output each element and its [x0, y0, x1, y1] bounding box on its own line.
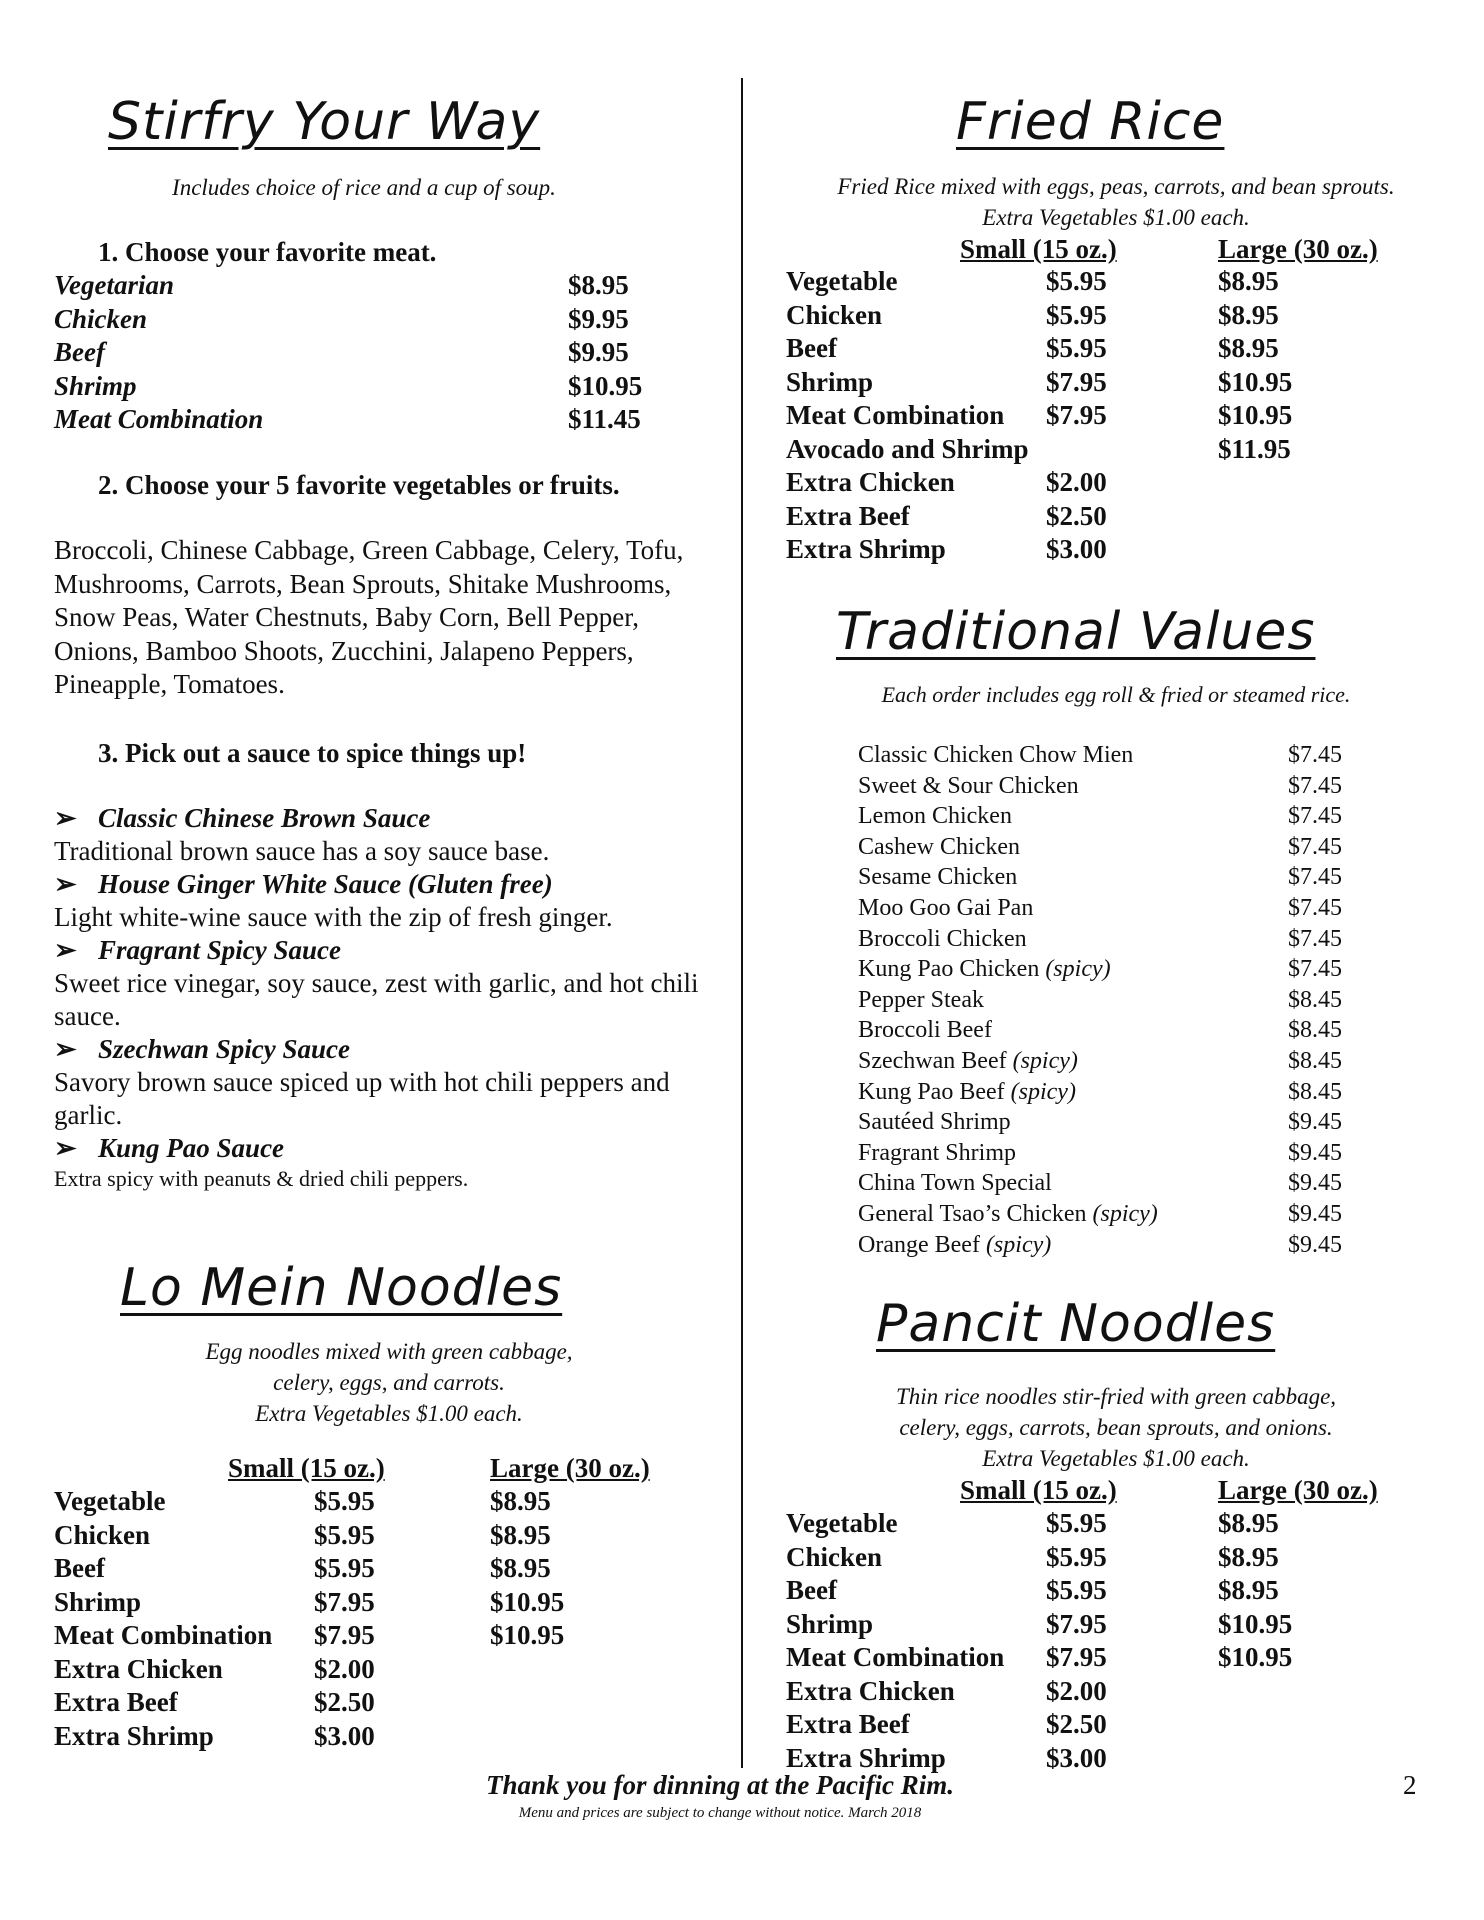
meat-price: $8.95	[568, 270, 629, 300]
pancit-small-price: $7.95	[1046, 1642, 1107, 1672]
pancit-row	[786, 1642, 1446, 1675]
friedrice-large-header: Large (30 oz.)	[1218, 234, 1378, 264]
lomein-item-name: Vegetable	[54, 1486, 166, 1516]
traditional-item-price: $8.45	[1288, 1078, 1342, 1105]
lomein-item-name: Beef	[54, 1553, 105, 1583]
traditional-item-name	[858, 864, 1017, 890]
traditional-item-label: Broccoli Chicken	[858, 925, 1027, 952]
traditional-item-name	[858, 1017, 992, 1043]
meat-price: $11.45	[568, 404, 641, 434]
traditional-item	[858, 1079, 1378, 1109]
arrow-bullet-icon: ➢	[54, 1133, 77, 1163]
stirfry-step-1: 1. Choose your favorite meat.	[98, 237, 437, 267]
footer-thanks: Thank you for dinning at the Pacific Rim.	[485, 1770, 955, 1800]
arrow-bullet-icon: ➢	[54, 869, 77, 899]
sauce-name-text: House Ginger White Sauce (Gluten free)	[98, 869, 553, 899]
friedrice-desc-2: Extra Vegetables $1.00 each.	[982, 205, 1250, 230]
friedrice-large-price: $10.95	[1218, 400, 1293, 430]
lomein-item-name: Extra Shrimp	[54, 1720, 214, 1751]
lomein-desc-1: Egg noodles mixed with green cabbage,	[205, 1339, 573, 1364]
vegetable-list: Broccoli, Chinese Cabbage, Green Cabbage, Celery, Tofu, Mushrooms, Carrots, Bean Sprouts, Shitake Mushrooms, Snow Peas, Water Chestnuts, Baby Corn, Bell Pepper, Onions, Bamboo Shoots, Zucchini, Jalapeno Peppers, Pineapple, Tomatoes.	[54, 535, 684, 699]
pancit-desc-1: Thin rice noodles stir-fried with green cabbage,	[895, 1384, 1337, 1409]
meat-name: Meat Combination	[54, 404, 264, 434]
lomein-item-name: Extra Chicken	[54, 1653, 223, 1684]
pancit-small-price: $2.50	[1046, 1709, 1107, 1739]
sauce-name	[54, 934, 714, 967]
pancit-small-price: $2.00	[1046, 1675, 1107, 1706]
traditional-item	[858, 864, 1378, 894]
traditional-item-name	[858, 1109, 1011, 1135]
meat-price: $9.95	[568, 337, 629, 367]
sauce-name-text: Kung Pao Sauce	[98, 1133, 285, 1163]
pancit-item-name: Extra Beef	[786, 1709, 910, 1739]
sauce-name	[54, 1132, 714, 1165]
traditional-item-price: $7.45	[1288, 742, 1342, 768]
friedrice-item-name: Avocado and Shrimp	[786, 433, 1029, 464]
traditional-item-price: $7.45	[1288, 895, 1342, 921]
traditional-spicy-note: (spicy)	[985, 1231, 1052, 1258]
friedrice-small-price: $7.95	[1046, 400, 1107, 430]
traditional-item-name	[858, 834, 1020, 860]
traditional-item	[858, 803, 1378, 833]
pancit-row	[786, 1709, 1446, 1742]
friedrice-desc-1: Fried Rice mixed with eggs, peas, carrots, and bean sprouts.	[837, 174, 1395, 199]
pancit-item-name: Shrimp	[786, 1608, 874, 1639]
traditional-item-label: Kung Pao Chicken	[858, 956, 1040, 983]
pancit-large-header: Large (30 oz.)	[1218, 1475, 1378, 1505]
pancit-large-price: $8.95	[1218, 1508, 1279, 1538]
friedrice-large-price: $8.95	[1218, 333, 1279, 363]
lomein-item-name: Extra Beef	[54, 1687, 178, 1717]
traditional-item	[858, 1232, 1378, 1262]
friedrice-item-name: Shrimp	[786, 366, 874, 397]
sauce-name	[54, 1033, 714, 1066]
pancit-item-name: Vegetable	[786, 1508, 898, 1538]
traditional-spicy-note: (spicy)	[1010, 1078, 1076, 1105]
lomein-row	[54, 1553, 714, 1586]
pancit-small-price: $7.95	[1046, 1608, 1107, 1639]
traditional-item	[858, 987, 1378, 1017]
pancit-row	[786, 1575, 1446, 1608]
traditional-item-name	[858, 1048, 1078, 1074]
sauce-description: Traditional brown sauce has a soy sauce base.	[54, 836, 550, 866]
pancit-large-price: $10.95	[1218, 1642, 1293, 1672]
traditional-item-price: $9.45	[1288, 1231, 1342, 1258]
traditional-item-label: General Tsao’s Chicken	[858, 1201, 1087, 1227]
traditional-spicy-note: (spicy)	[1012, 1048, 1078, 1074]
traditional-spicy-note: (spicy)	[1045, 956, 1111, 983]
meat-row	[54, 270, 714, 303]
friedrice-item-name: Extra Chicken	[786, 467, 955, 497]
meat-name: Vegetarian	[54, 270, 175, 300]
lomein-large-header: Large (30 oz.)	[490, 1453, 650, 1483]
lomein-small-price: $7.95	[314, 1620, 375, 1650]
arrow-bullet-icon: ➢	[54, 803, 77, 833]
friedrice-small-price: $7.95	[1046, 366, 1107, 397]
lomein-row	[54, 1620, 714, 1653]
lomein-small-price: $5.95	[314, 1486, 375, 1516]
meat-price: $10.95	[568, 370, 643, 401]
lomein-small-price: $7.95	[314, 1586, 375, 1617]
traditional-item-label: Sesame Chicken	[858, 864, 1018, 891]
lomein-large-price: $8.95	[490, 1486, 551, 1516]
friedrice-row	[786, 434, 1446, 467]
footer-note: Menu and prices are subject to change without notice. March 2018	[518, 1805, 922, 1821]
friedrice-small-price: $5.95	[1046, 333, 1107, 363]
lomein-item-name: Shrimp	[54, 1586, 142, 1617]
friedrice-row	[786, 467, 1446, 500]
traditional-item-label: Orange Beef	[858, 1231, 980, 1258]
sauce-description: Savory brown sauce spiced up with hot chili peppers and garlic.	[54, 1067, 670, 1130]
friedrice-row	[786, 266, 1446, 299]
column-divider	[741, 78, 743, 1768]
lomein-row	[54, 1721, 714, 1754]
pancit-large-price: $8.95	[1218, 1575, 1279, 1605]
traditional-item-price: $9.45	[1288, 1139, 1342, 1166]
traditional-item-price: $8.45	[1288, 986, 1342, 1013]
traditional-item	[858, 1017, 1378, 1047]
pancit-item-name: Chicken	[786, 1541, 883, 1572]
meat-name: Chicken	[54, 303, 148, 334]
traditional-item	[858, 1140, 1378, 1170]
traditional-item	[858, 1201, 1378, 1231]
traditional-spicy-note: (spicy)	[1092, 1201, 1158, 1227]
friedrice-item-name: Meat Combination	[786, 400, 1005, 430]
meat-price: $9.95	[568, 303, 629, 334]
friedrice-large-price: $8.95	[1218, 299, 1279, 330]
friedrice-row	[786, 400, 1446, 433]
traditional-item-label: Cashew Chicken	[858, 833, 1020, 860]
lomein-row	[54, 1587, 714, 1620]
traditional-item-price: $9.45	[1288, 1170, 1342, 1197]
friedrice-item-name: Beef	[786, 333, 837, 363]
traditional-item-price: $7.45	[1288, 772, 1342, 799]
lomein-small-price: $2.50	[314, 1687, 375, 1717]
meat-row	[54, 371, 714, 404]
friedrice-row	[786, 333, 1446, 366]
sauce-name	[54, 868, 714, 901]
lomein-row	[54, 1486, 714, 1519]
friedrice-large-price: $8.95	[1218, 266, 1279, 296]
meat-row	[54, 404, 714, 437]
traditional-item	[858, 742, 1378, 772]
traditional-item	[858, 1048, 1378, 1078]
pancit-row	[786, 1609, 1446, 1642]
friedrice-item-name: Vegetable	[786, 266, 898, 296]
traditional-item-label: China Town Special	[858, 1170, 1052, 1197]
lomein-large-price: $10.95	[490, 1620, 565, 1650]
pancit-small-price: $5.95	[1046, 1508, 1107, 1538]
pancit-row	[786, 1542, 1446, 1575]
pancit-item-name: Extra Chicken	[786, 1675, 955, 1706]
lomein-small-price: $5.95	[314, 1519, 375, 1550]
lomein-small-price: $5.95	[314, 1553, 375, 1583]
stirfry-step-2: 2. Choose your 5 favorite vegetables or fruits.	[98, 470, 620, 500]
sauce-name-text: Classic Chinese Brown Sauce	[98, 803, 431, 833]
traditional-item	[858, 834, 1378, 864]
traditional-item-name	[858, 1140, 1016, 1166]
friedrice-row	[786, 300, 1446, 333]
friedrice-small-price: $2.00	[1046, 467, 1107, 497]
lomein-row	[54, 1520, 714, 1553]
traditional-subtitle: Each order includes egg roll & fried or steamed rice.	[881, 682, 1351, 707]
pancit-item-name: Extra Shrimp	[786, 1742, 946, 1773]
traditional-title: Traditional Values	[836, 602, 1316, 662]
traditional-item-price: $7.45	[1288, 864, 1342, 891]
lomein-title: Lo Mein Noodles	[120, 1258, 563, 1318]
friedrice-row	[786, 501, 1446, 534]
traditional-item-price: $7.45	[1288, 803, 1342, 830]
traditional-item-price: $9.45	[1288, 1109, 1342, 1136]
pancit-small-price: $3.00	[1046, 1742, 1107, 1773]
lomein-desc-3: Extra Vegetables $1.00 each.	[255, 1401, 523, 1426]
sauce-name	[54, 802, 714, 835]
friedrice-title: Fried Rice	[956, 92, 1225, 152]
friedrice-item-name: Chicken	[786, 299, 883, 330]
friedrice-row	[786, 367, 1446, 400]
meat-row	[54, 337, 714, 370]
friedrice-small-price: $3.00	[1046, 534, 1107, 564]
traditional-item-name	[858, 956, 1111, 982]
lomein-desc-2: celery, eggs, and carrots.	[273, 1370, 505, 1395]
pancit-small-price: $5.95	[1046, 1541, 1107, 1572]
stirfry-subtitle: Includes choice of rice and a cup of soup.	[172, 175, 556, 200]
traditional-item	[858, 895, 1378, 925]
traditional-item-label: Kung Pao Beef	[858, 1078, 1005, 1105]
traditional-item	[858, 926, 1378, 956]
traditional-item-name	[858, 987, 984, 1013]
meat-name: Shrimp	[54, 370, 137, 401]
lomein-row	[54, 1687, 714, 1720]
lomein-large-price: $8.95	[490, 1553, 551, 1583]
pancit-desc-3: Extra Vegetables $1.00 each.	[982, 1446, 1250, 1471]
lomein-small-header: Small (15 oz.)	[228, 1453, 385, 1483]
traditional-item-label: Classic Chicken Chow Mien	[858, 742, 1134, 768]
sauce-name-text: Fragrant Spicy Sauce	[98, 935, 342, 965]
friedrice-large-price: $11.95	[1218, 433, 1291, 464]
lomein-large-price: $8.95	[490, 1519, 551, 1550]
traditional-item	[858, 1170, 1378, 1200]
lomein-row	[54, 1654, 714, 1687]
lomein-small-price: $2.00	[314, 1653, 375, 1684]
traditional-item-name	[858, 895, 1033, 921]
sauce-description: Extra spicy with peanuts & dried chili peppers.	[54, 1166, 469, 1191]
friedrice-row	[786, 534, 1446, 567]
arrow-bullet-icon: ➢	[54, 935, 77, 965]
traditional-item-name	[858, 773, 1079, 799]
traditional-item-name	[858, 1079, 1076, 1105]
friedrice-small-price: $5.95	[1046, 266, 1107, 296]
friedrice-item-name: Extra Shrimp	[786, 534, 946, 564]
traditional-item	[858, 773, 1378, 803]
pancit-desc-2: celery, eggs, carrots, bean sprouts, and onions.	[899, 1415, 1333, 1440]
friedrice-small-price: $5.95	[1046, 299, 1107, 330]
traditional-item-label: Sautéed Shrimp	[858, 1109, 1011, 1136]
traditional-item-price: $8.45	[1288, 1048, 1342, 1074]
traditional-item-name	[858, 803, 1012, 829]
traditional-item-price: $8.45	[1288, 1017, 1342, 1044]
pancit-large-price: $10.95	[1218, 1608, 1293, 1639]
friedrice-large-price: $10.95	[1218, 366, 1293, 397]
sauce-description: Sweet rice vinegar, soy sauce, zest with garlic, and hot chili sauce.	[54, 968, 699, 1031]
pancit-item-name: Beef	[786, 1575, 837, 1605]
traditional-item-label: Fragrant Shrimp	[858, 1139, 1016, 1166]
traditional-item	[858, 1109, 1378, 1139]
traditional-item-name	[858, 742, 1133, 768]
stirfry-step-3: 3. Pick out a sauce to spice things up!	[98, 738, 527, 768]
page-number: 2	[1403, 1770, 1417, 1800]
friedrice-small-header: Small (15 oz.)	[960, 234, 1117, 264]
pancit-title: Pancit Noodles	[876, 1294, 1276, 1354]
traditional-item-price: $7.45	[1288, 925, 1342, 952]
lomein-large-price: $10.95	[490, 1586, 565, 1617]
pancit-item-name: Meat Combination	[786, 1642, 1005, 1672]
meat-name: Beef	[54, 337, 105, 367]
pancit-row	[786, 1676, 1446, 1709]
traditional-item-name	[858, 1232, 1051, 1258]
lomein-item-name: Chicken	[54, 1519, 151, 1550]
pancit-row	[786, 1508, 1446, 1541]
traditional-item-price: $7.45	[1288, 956, 1342, 983]
traditional-item-price: $7.45	[1288, 833, 1342, 860]
traditional-item-name	[858, 1201, 1158, 1227]
pancit-large-price: $8.95	[1218, 1541, 1279, 1572]
traditional-item-name	[858, 926, 1027, 952]
traditional-item-label: Lemon Chicken	[858, 803, 1012, 830]
friedrice-small-price: $2.50	[1046, 500, 1107, 531]
pancit-small-header: Small (15 oz.)	[960, 1475, 1117, 1505]
sauce-name-text: Szechwan Spicy Sauce	[98, 1034, 351, 1064]
sauce-list	[54, 802, 714, 1193]
meat-row	[54, 304, 714, 337]
sauce-description: Light white-wine sauce with the zip of fresh ginger.	[54, 902, 613, 932]
traditional-item-label: Pepper Steak	[858, 986, 984, 1013]
traditional-item-label: Szechwan Beef	[858, 1048, 1007, 1074]
friedrice-item-name: Extra Beef	[786, 500, 910, 531]
arrow-bullet-icon: ➢	[54, 1034, 77, 1064]
traditional-item-label: Moo Goo Gai Pan	[858, 895, 1034, 921]
traditional-item-label: Sweet & Sour Chicken	[858, 772, 1079, 799]
stirfry-title: Stirfry Your Way	[108, 92, 541, 152]
lomein-item-name: Meat Combination	[54, 1620, 273, 1650]
traditional-item-price: $9.45	[1288, 1201, 1342, 1227]
lomein-small-price: $3.00	[314, 1720, 375, 1751]
traditional-item-label: Broccoli Beef	[858, 1017, 992, 1044]
traditional-item-name	[858, 1170, 1052, 1196]
traditional-item	[858, 956, 1378, 986]
pancit-small-price: $5.95	[1046, 1575, 1107, 1605]
